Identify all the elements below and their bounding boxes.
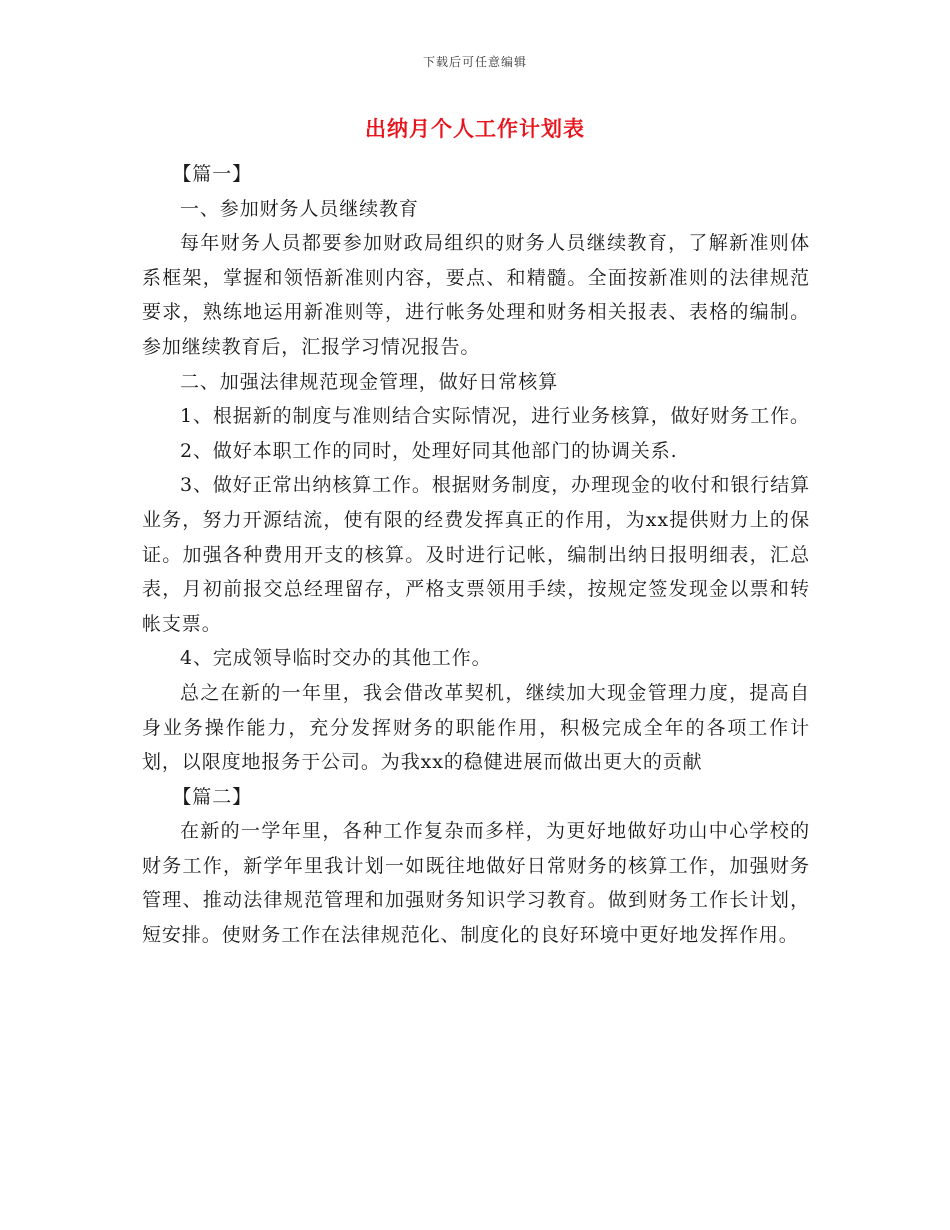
paragraph: 2、做好本职工作的同时，处理好同其他部门的协调关系.	[180, 439, 678, 462]
section-label-1: 【篇一】	[172, 163, 252, 185]
paragraph: 每年财务人员都要参加财政局组织的财务人员继续教育，了解新准则体系框架，掌握和领悟新准则内容，要点、和精髓。全面按新准则的法律规范要求，熟练地运用新准则等，进行帐务处理和财务相关报表、表格的编制。参加继续教育后，汇报学习情况报告。	[142, 232, 810, 358]
paragraph: 1、根据新的制度与准则结合实际情况，进行业务核算，做好财务工作。	[180, 405, 810, 428]
paragraph: 在新的一学年里，各种工作复杂而多样，为更好地做好功山中心学校的财务工作，新学年里我计划一如既往地做好日常财务的核算工作，加强财务管理、推动法律规范管理和加强财务知识学习教育。做到财务工作长计划，短安排。使财务工作在法律规范化、制度化的良好环境中更好地发挥作用。	[142, 820, 810, 947]
document-title: 出纳月个人工作计划表	[365, 116, 585, 141]
document-body	[142, 157, 810, 953]
paragraph: 4、完成领导临时交办的其他工作。	[180, 647, 492, 670]
paragraph: 3、做好正常出纳核算工作。根据财务制度，办理现金的收付和银行结算业务，努力开源结流，使有限的经费发挥真正的作用，为xx提供财力上的保证。加强各种费用开支的核算。及时进行记帐，编制出纳日报明细表，汇总表，月初前报交总经理留存，严格支票领用手续，按规定签发现金以票和转帐支票。	[142, 474, 810, 635]
heading-1: 一、参加财务人员继续教育	[180, 197, 419, 220]
section-label-2: 【篇二】	[172, 785, 252, 808]
paragraph: 总之在新的一年里，我会借改革契机，继续加大现金管理力度，提高自身业务操作能力，充分发挥财务的职能作用，积极完成全年的各项工作计划，以限度地报务于公司。为我xx的稳健进展而做出更大的贡献	[142, 681, 810, 774]
header-note: 下载后可任意编辑	[422, 55, 527, 69]
heading-2: 二、加强法律规范现金管理，做好日常核算	[180, 370, 559, 393]
